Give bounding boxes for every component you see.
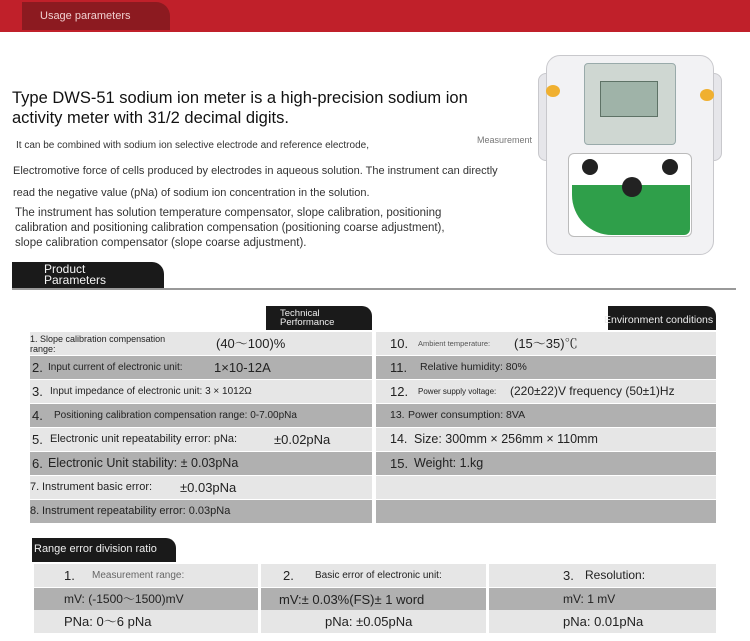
param-num: 4. — [32, 408, 43, 423]
product-heading: Type DWS-51 sodium ion meter is a high-precision sodium ion activity meter with 31/2 decimal digits. — [12, 89, 468, 127]
env-label: Power consumption: 8VA — [408, 409, 526, 421]
top-banner — [0, 0, 750, 32]
range-pna-cell — [34, 610, 258, 633]
param-value: ±0.02pNa — [274, 432, 331, 447]
env-row — [376, 428, 716, 451]
range-header-num: 1. — [64, 568, 75, 583]
environment-conditions-label: Environment conditions — [604, 314, 714, 326]
param-row — [30, 452, 372, 475]
range-mv-value: mV: (-1500～1500)mV — [64, 592, 184, 606]
env-num: 10. — [390, 336, 409, 351]
param-label: Electronic Unit stability: ± 0.03pNa — [48, 456, 239, 470]
intro-paragraph-3: The instrument has solution temperature compensator, slope calibration, positioning calibration and positioning calibration compensation (positioning coarse adjustment), slope calibration compensator (slope coarse adjustment). — [15, 207, 445, 249]
param-row — [30, 428, 372, 451]
param-value: (40～100)% — [216, 336, 286, 351]
range-pna-cell — [489, 610, 716, 633]
intro-paragraph-2: Electromotive force of cells produced by electrodes in aqueous solution. The instrument can directly read the negative value (pNa) of sodium ion concentration in the solution. — [13, 165, 498, 199]
env-label: Relative humidity: 80% — [420, 361, 527, 373]
env-value: (220±22)V frequency (50±1)Hz — [510, 384, 675, 398]
param-label: Instrument repeatability error: 0.03pNa — [42, 505, 231, 517]
env-row — [376, 452, 716, 475]
section-divider — [12, 288, 736, 290]
env-row — [376, 356, 716, 379]
param-row — [30, 380, 372, 403]
param-num: 6. — [32, 456, 43, 471]
range-error-tab — [32, 538, 176, 562]
param-num: 3. — [32, 384, 43, 399]
range-pna-value: pNa: ±0.05pNa — [325, 614, 413, 629]
param-num: 2. — [32, 360, 43, 375]
env-label: Weight: 1.kg — [414, 456, 484, 470]
param-label: 1. Slope calibration compensation range: — [30, 334, 166, 354]
device-knob-left — [582, 159, 598, 175]
param-label: Instrument basic error: — [42, 481, 153, 493]
range-header-label: Basic error of electronic unit: — [315, 570, 442, 581]
range-header-label: Measurement range: — [92, 570, 185, 581]
usage-parameters-label: Usage parameters — [40, 10, 131, 22]
env-row — [376, 380, 716, 403]
param-row — [30, 476, 372, 499]
range-pna-value: pNa: 0.01pNa — [563, 614, 644, 629]
range-header-num: 2. — [283, 568, 294, 583]
technical-performance-label: Technical Performance — [280, 308, 335, 328]
param-row — [30, 500, 372, 523]
range-mv-value: mV:± 0.03%(FS)± 1 word — [279, 592, 425, 607]
device-knob-right — [662, 159, 678, 175]
param-num: 8. — [30, 505, 40, 517]
param-row — [30, 356, 372, 379]
range-header-label: Resolution: — [585, 568, 646, 582]
range-pna-cell — [261, 610, 486, 633]
param-row — [30, 332, 372, 355]
range-mv-cell — [489, 588, 716, 611]
range-mv-cell — [34, 588, 258, 611]
env-num: 13. — [390, 409, 405, 421]
param-num: 7. — [30, 481, 40, 493]
env-label: Ambient temperature: — [418, 339, 491, 348]
device-left-indicator — [546, 85, 560, 97]
param-label: Input current of electronic unit: — [48, 362, 183, 373]
param-value: ±0.03pNa — [180, 480, 237, 495]
measurement-label: Measurement — [477, 135, 533, 145]
param-label: Positioning calibration compensation range: 0-7.00pNa — [54, 410, 297, 421]
range-error-label: Range error division ratio — [34, 543, 157, 555]
range-header-cell — [261, 564, 486, 587]
environment-conditions-tab — [604, 306, 716, 330]
env-num: 12. — [390, 384, 409, 399]
env-num: 15. — [390, 456, 409, 471]
usage-parameters-tab — [22, 2, 170, 30]
param-num: 5. — [32, 432, 43, 447]
env-row — [376, 332, 716, 355]
device-display — [600, 81, 658, 117]
technical-performance-tab — [266, 306, 372, 330]
range-header-cell — [34, 564, 258, 587]
env-label: Power supply voltage: — [418, 387, 497, 396]
env-row-empty — [376, 476, 716, 499]
range-mv-cell — [261, 588, 486, 611]
env-row-empty — [376, 500, 716, 523]
param-value: 1×10-12A — [214, 360, 271, 375]
product-parameters-tab — [12, 262, 164, 288]
device-right-indicator — [700, 89, 714, 101]
param-row — [30, 404, 372, 427]
env-value: (15～35)℃ — [514, 336, 578, 351]
env-label: Size: 300mm × 256mm × 110mm — [414, 432, 598, 446]
param-label: Electronic unit repeatability error: pNa: — [50, 433, 238, 445]
product-parameters-label: Product Parameters — [44, 262, 107, 287]
env-num: 14. — [390, 432, 408, 446]
sodium-meter-image — [538, 55, 722, 260]
range-header-cell — [489, 564, 716, 587]
range-pna-value: PNa: 0～6 pNa — [64, 614, 152, 629]
env-row — [376, 404, 716, 427]
intro-paragraph-1: It can be combined with sodium ion selective electrode and reference electrode, — [16, 140, 369, 151]
device-knob-center — [622, 177, 642, 197]
range-header-num: 3. — [563, 568, 574, 583]
param-label: Input impedance of electronic unit: 3 × 1012Ω — [50, 386, 252, 397]
env-num: 11. — [390, 360, 408, 375]
range-mv-value: mV: 1 mV — [563, 592, 616, 606]
